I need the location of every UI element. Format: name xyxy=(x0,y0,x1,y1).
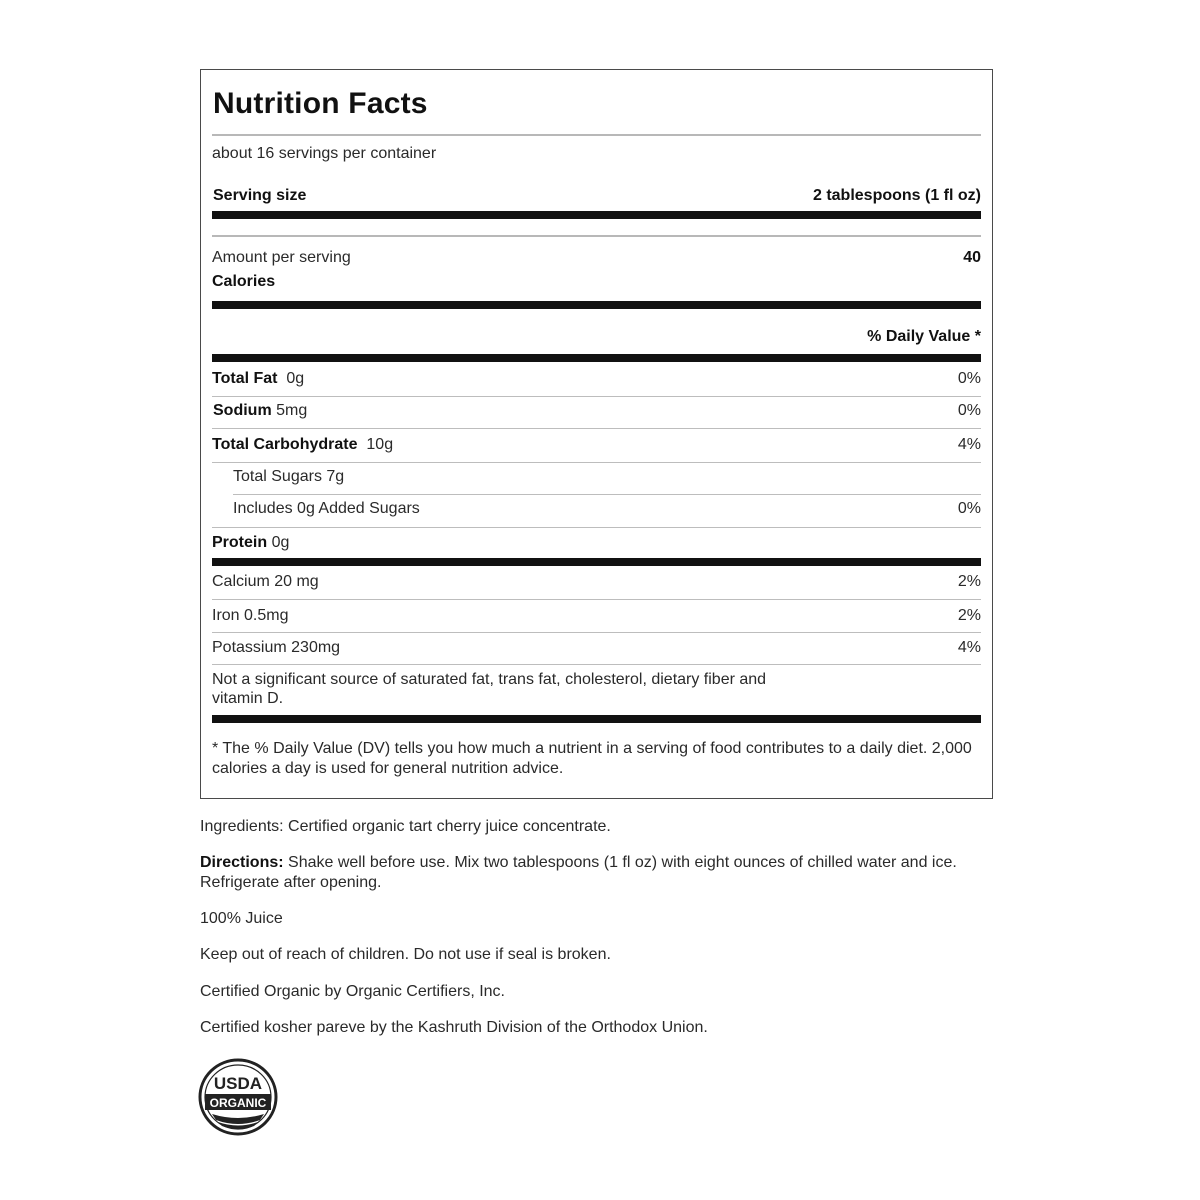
row-divider xyxy=(212,599,981,600)
directions-text: Shake well before use. Mix two tablespoons (1 fl oz) with eight ounces of chilled water and ice. Refrigerate after opening. xyxy=(200,854,957,891)
nutrient-name: Total Carbohydrate xyxy=(212,436,358,453)
thick-divider xyxy=(212,558,981,566)
nutrient-amount: 0g xyxy=(271,534,290,551)
seal-band-text: ORGANIC xyxy=(209,1096,267,1110)
thick-divider xyxy=(212,715,981,723)
nutrient-row-total-carbohydrate xyxy=(212,435,393,455)
nutrition-facts-title: Nutrition Facts xyxy=(213,87,428,120)
serving-size-label: Serving size xyxy=(213,187,307,204)
divider xyxy=(212,134,981,136)
nutrient-name: Protein xyxy=(212,534,268,551)
seal-top-text: USDA xyxy=(213,1074,263,1093)
nutrition-facts-panel xyxy=(200,69,993,799)
mineral-row-potassium: Potassium 230mg xyxy=(212,639,341,656)
row-divider xyxy=(212,396,981,397)
usda-organic-seal-icon xyxy=(198,1058,280,1136)
nutrient-row-added-sugars: Includes 0g Added Sugars xyxy=(233,500,420,517)
warning: Keep out of reach of children. Do not use if seal is broken. xyxy=(200,946,611,963)
serving-size-value: 2 tablespoons (1 fl oz) xyxy=(812,187,981,204)
directions-label: Directions: xyxy=(200,854,284,871)
nutrient-name: Sodium xyxy=(213,402,272,419)
mineral-dv: 4% xyxy=(957,639,981,656)
row-divider xyxy=(212,428,981,429)
mineral-row-iron: Iron 0.5mg xyxy=(212,607,289,624)
row-divider xyxy=(212,632,981,633)
mineral-dv: 2% xyxy=(957,607,981,624)
nutrient-row-sodium xyxy=(213,401,307,421)
nutrient-name: Total Fat xyxy=(212,370,278,387)
divider xyxy=(212,235,981,237)
daily-value-header: % Daily Value * xyxy=(867,328,981,345)
mineral-row-calcium: Calcium 20 mg xyxy=(212,573,319,590)
daily-value-footnote: * The % Daily Value (DV) tells you how much a nutrient in a serving of food contributes to a daily diet. 2,000 calories a day is used for general nutrition advice. xyxy=(212,740,972,777)
nutrient-dv: 0% xyxy=(957,370,981,387)
nutrient-row-total-sugars: Total Sugars 7g xyxy=(233,468,345,485)
nutrient-row-protein xyxy=(212,533,289,553)
nutrient-amount: 0g xyxy=(286,370,305,387)
amount-per-serving: Amount per serving xyxy=(212,249,351,266)
nutrient-row-total-fat xyxy=(212,369,304,389)
mineral-dv: 2% xyxy=(957,573,981,590)
row-divider xyxy=(212,527,981,528)
row-divider xyxy=(212,664,981,665)
nutrient-amount: 10g xyxy=(366,436,394,453)
nutrient-dv: 0% xyxy=(957,402,981,419)
ingredients: Ingredients: Certified organic tart cherry juice concentrate. xyxy=(200,818,611,835)
kosher-certification: Certified kosher pareve by the Kashruth Division of the Orthodox Union. xyxy=(200,1019,708,1036)
nutrient-dv: 0% xyxy=(957,500,981,517)
not-significant-note: Not a significant source of saturated fat, trans fat, cholesterol, dietary fiber and vitamin D. xyxy=(212,671,767,707)
servings-per-container: about 16 servings per container xyxy=(212,145,437,162)
nutrient-amount: 5mg xyxy=(276,402,308,419)
row-divider xyxy=(233,494,981,495)
thick-divider xyxy=(212,211,981,219)
organic-certification: Certified Organic by Organic Certifiers, Inc. xyxy=(200,983,505,1000)
thick-divider xyxy=(212,301,981,309)
row-divider xyxy=(212,462,981,463)
thick-divider xyxy=(212,354,981,362)
directions xyxy=(200,853,980,893)
juice-percentage: 100% Juice xyxy=(200,910,283,927)
calories-value: 40 xyxy=(963,249,981,266)
calories-label: Calories xyxy=(212,273,276,290)
nutrient-dv: 4% xyxy=(957,436,981,453)
